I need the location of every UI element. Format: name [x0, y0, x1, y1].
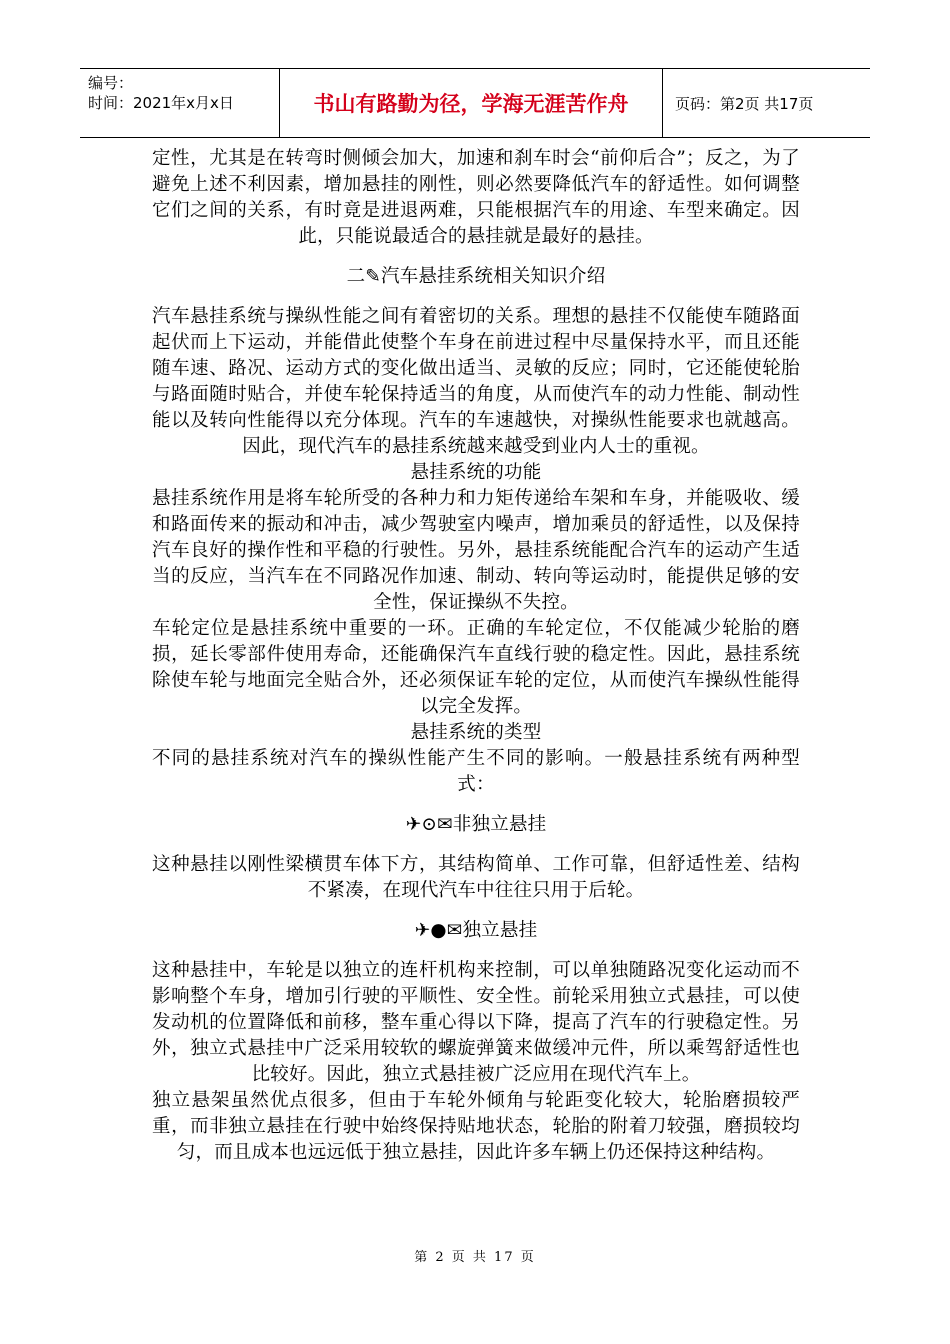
paragraph-4: 车轮定位是悬挂系统中重要的一环。正确的车轮定位，不仅能减少轮胎的磨损，延长零部件使用寿命，还能确保汽车直线行驶的稳定性。因此，悬挂系统除使车轮与地面完全贴合外，还必须保证车轮的定位，从而使汽车操纵性能得以完全发挥。	[152, 618, 800, 717]
document-body	[152, 146, 800, 1166]
number-label: 编号：	[88, 74, 134, 92]
paragraph-7: 这种悬挂中，车轮是以独立的连杆机构来控制，可以单独随路况变化运动而不影响整个车身，增加引行驶的平顺性、安全性。前轮采用独立式悬挂，可以使发动机的位置降低和前移，整车重心得以下降，提高了汽车的行驶稳定性。另外，独立式悬挂中广泛采用较软的螺旋弹簧来做缓冲元件，所以乘驾舒适性也比较好。因此，独立式悬挂被广泛应用在现代汽车上。	[152, 960, 800, 1085]
heading-independent-suspension: ✈●✉独立悬挂	[414, 920, 538, 941]
paragraph-1: 定性，尤其是在转弯时侧倾会加大，加速和刹车时会“前仰后合”；反之，为了避免上述不利因素，增加悬挂的刚性，则必然要降低汽车的舒适性。如何调整它们之间的关系，有时竟是进退两难，只能根据汽车的用途、车型来确定。因此，只能说最适合的悬挂就是最好的悬挂。	[152, 148, 800, 247]
paragraph-8: 独立悬架虽然优点很多，但由于车轮外倾角与轮距变化较大，轮胎磨损较严重，而非独立悬挂在行驶中始终保持贴地状态，轮胎的附着刀较强，磨损较均匀，而且成本也远远低于独立悬挂，因此许多车辆上仍还保持这种结构。	[152, 1090, 800, 1163]
heading-suspension-types: 悬挂系统的类型	[410, 722, 542, 743]
paragraph-2: 汽车悬挂系统与操纵性能之间有着密切的关系。理想的悬挂不仅能使车随路面起伏而上下运动，并能借此使整个车身在前进过程中尽量保持水平，而且还能随车速、路况、运动方式的变化做出适当、灵敏的反应；同时，它还能使轮胎与路面随时贴合，并使车轮保持适当的角度，从而使汽车的动力性能、制动性能以及转向性能得以充分体现。汽车的车速越快，对操纵性能要求也就越高。因此，现代汽车的悬挂系统越来越受到业内人士的重视。	[152, 306, 800, 457]
heading-dependent-suspension: ✈⊙✉非独立悬挂	[405, 814, 547, 835]
heading-suspension-function: 悬挂系统的功能	[410, 462, 542, 483]
page-header	[80, 68, 870, 138]
paragraph-3: 悬挂系统作用是将车轮所受的各种力和力矩传递给车架和车身，并能吸收、缓和路面传来的振动和冲击，减少驾驶室内噪声，增加乘员的舒适性，以及保持汽车良好的操作性和平稳的行驶性。另外，悬挂系统能配合汽车的运动产生适当的反应，当汽车在不同路况作加速、制动、转向等运动时，能提供足够的安全性，保证操纵不失控。	[152, 488, 800, 613]
header-meta	[80, 69, 280, 137]
section-heading-2: 二✎汽车悬挂系统相关知识介绍	[346, 266, 606, 287]
page-footer: 第 2 页 共 17 页	[414, 1250, 536, 1265]
date-label: 时间：2021年x月x日	[88, 94, 234, 112]
header-page-info: 页码：第2页 共17页	[675, 94, 814, 113]
paragraph-6: 这种悬挂以刚性梁横贯车体下方，其结构简单、工作可靠，但舒适性差、结构不紧凑，在现代汽车中往往只用于后轮。	[152, 854, 800, 901]
paragraph-5: 不同的悬挂系统对汽车的操纵性能产生不同的影响。一般悬挂系统有两种型式：	[152, 748, 800, 795]
header-motto: 书山有路勤为径，学海无涯苦作舟	[280, 69, 663, 137]
